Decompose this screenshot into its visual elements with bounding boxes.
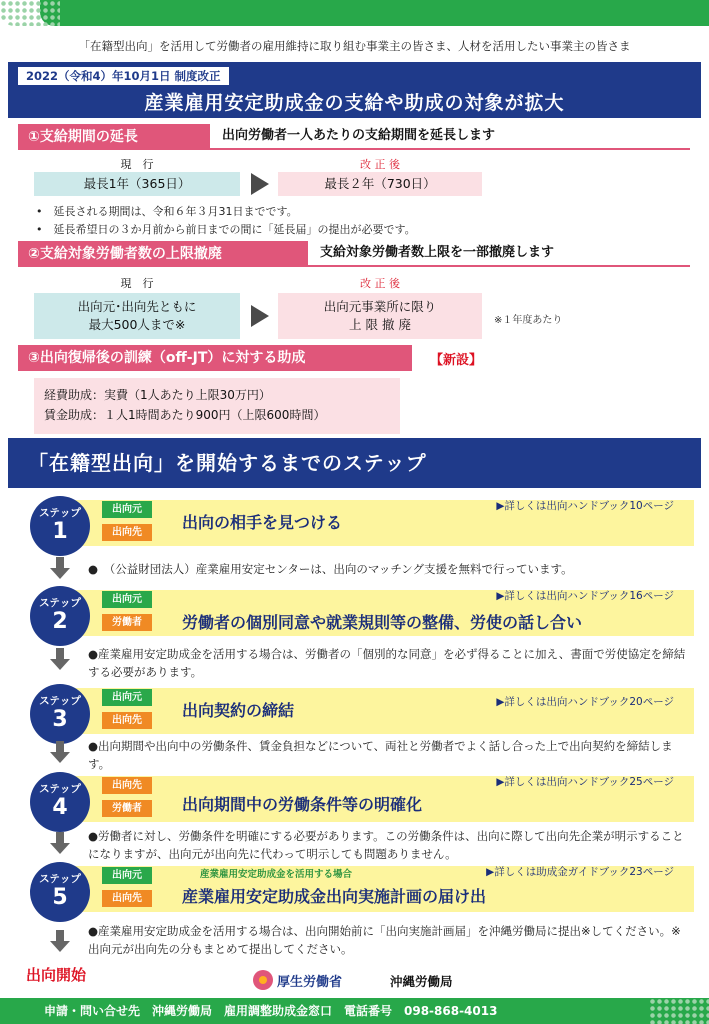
arrow-right-icon — [251, 173, 269, 195]
step-5-condition: 産業雇用安定助成金を活用する場合 — [200, 869, 353, 880]
step-number-badge: ステップ 4 — [30, 772, 90, 832]
section2-header — [18, 241, 690, 267]
tag-destination: 出向先 — [102, 712, 152, 729]
handbook-link[interactable]: ▶詳しくは出向ハンドブック10ページ — [496, 500, 674, 512]
down-arrow-icon — [50, 930, 70, 952]
sec2-current-label: 現 行 — [120, 277, 154, 290]
step-3-desc: ●出向期間や出向中の労働条件、賃金負担などについて、両社と労働者でよく話し合った上で出向契約を締結します。 — [88, 739, 673, 771]
section2-label: ②支給対象労働者数の上限撤廃 — [18, 241, 308, 267]
section1-label: ①支給期間の延長 — [18, 124, 210, 150]
step-number-badge: ステップ 2 — [30, 586, 90, 646]
mhlw-logo — [253, 968, 342, 992]
tag-origin: 出向元 — [102, 867, 152, 884]
down-arrow-icon — [50, 741, 70, 763]
tag-origin: 出向元 — [102, 591, 152, 608]
down-arrow-icon — [50, 557, 70, 579]
handbook-link[interactable]: ▶詳しくは出向ハンドブック20ページ — [496, 696, 674, 708]
handbook-link[interactable]: ▶詳しくは出向ハンドブック16ページ — [496, 590, 674, 602]
step-1-desc: ● （公益財団法人）産業雇用安定センターは、出向のマッチング支援を無料で行っています。 — [88, 562, 573, 576]
sec2-current-line1: 出向元･出向先ともに — [77, 299, 197, 314]
mhlw-logo-icon — [253, 970, 273, 990]
guidebook-link[interactable]: ▶詳しくは助成金ガイドブック23ページ — [486, 866, 674, 878]
handbook-link[interactable]: ▶詳しくは出向ハンドブック25ページ — [496, 776, 674, 788]
sec1-bullet-2: • 延長希望日の３か月前から前日までの間に「延長届」の提出が必要です。 — [36, 223, 416, 236]
top-green-band — [40, 0, 709, 26]
step-number-badge: ステップ 5 — [30, 862, 90, 922]
step-1 — [30, 496, 694, 550]
sec2-current-box — [34, 293, 240, 339]
sec1-bullet-1: • 延長される期間は、令和６年３月31日までです。 — [36, 205, 298, 218]
sec2-revised-line2: 上 限 撤 廃 — [349, 317, 411, 332]
step-title: 出向の相手を見つける — [182, 513, 343, 532]
section1-header — [18, 124, 690, 150]
mhlw-logo-text: 厚生労働省 — [277, 974, 343, 990]
top-decoration — [0, 0, 709, 30]
step-title: 産業雇用安定助成金出向実施計画の届け出 — [182, 887, 487, 906]
tag-worker: 労働者 — [102, 614, 152, 631]
page-title: 産業雇用安定助成金の支給や助成の対象が拡大 — [144, 92, 565, 114]
tag-origin: 出向元 — [102, 501, 152, 518]
sec1-revised-box: 最長２年（730日） — [278, 172, 482, 196]
section3-header — [18, 345, 412, 371]
sec3-line2: 賃金助成：１人1時間あたり900円（上限600時間） — [44, 408, 326, 422]
section2-desc: 支給対象労働者数上限を一部撤廃します — [308, 241, 690, 267]
step-number-badge: ステップ 1 — [30, 496, 90, 556]
step-title: 労働者の個別同意や就業規則等の整備、労使の話し合い — [182, 613, 583, 632]
step-number-badge: ステップ 3 — [30, 684, 90, 744]
section3-label: ③出向復帰後の訓練（off-JT）に対する助成 — [18, 345, 412, 371]
tag-destination: 出向先 — [102, 890, 152, 907]
section1-desc: 出向労働者一人あたりの支給期間を延長します — [210, 124, 690, 150]
step-2-desc: ●産業雇用安定助成金を活用する場合は、労働者の「個別的な同意」を必ず得ることに加え、書面で労使協定を締結する必要があります。 — [88, 647, 686, 679]
top-dot-pattern — [0, 0, 60, 26]
down-arrow-icon — [50, 648, 70, 670]
sec1-revised-label: 改 正 後 — [360, 158, 400, 171]
bureau-name: 沖縄労働局 — [390, 974, 453, 989]
step-4-desc: ●労働者に対し、労働条件を明確にする必要があります。この労働条件は、出向に際して出向先企業が明示することになりますが、出向元が出向先に代わって明示しても問題ありません。 — [88, 829, 684, 861]
secondment-start-label: 出向開始 — [26, 966, 87, 984]
step-3 — [30, 684, 694, 738]
revision-banner — [8, 62, 701, 118]
sec2-revised-label: 改 正 後 — [360, 277, 400, 290]
sec2-current-line2: 最大500人まで※ — [88, 317, 186, 332]
revision-date-tag: 2022（令和4）年10月1日 制度改正 — [18, 67, 229, 85]
step-title: 出向契約の締結 — [182, 701, 295, 720]
tag-origin: 出向元 — [102, 689, 152, 706]
sec2-revised-line1: 出向元事業所に限り — [323, 299, 437, 314]
sec2-note: ※１年度あたり — [494, 315, 563, 326]
footer-dot-pattern — [649, 998, 709, 1024]
tag-destination: 出向先 — [102, 524, 152, 541]
tag-destination: 出向先 — [102, 777, 152, 794]
sec3-detail-box — [34, 378, 400, 434]
footer-contact-text: 申請・問い合せ先 沖縄労働局 雇用調整助成金窓口 電話番号 098-868-4013 — [44, 1004, 498, 1018]
sec2-revised-box — [278, 293, 482, 339]
step-5-desc: ●産業雇用安定助成金を活用する場合は、出向開始前に「出向実施計画届」を沖縄労働局に提出※してください。※出向元が出向先の分もまとめて提出してください。 — [88, 924, 681, 956]
sec3-line1: 経費助成：実費（1人あたり上限30万円） — [44, 388, 271, 402]
footer-contact — [0, 998, 709, 1024]
step-title: 出向期間中の労働条件等の明確化 — [182, 795, 423, 814]
sec1-current-box: 最長1年（365日） — [34, 172, 240, 196]
down-arrow-icon — [50, 832, 70, 854]
step-2 — [30, 586, 694, 640]
step-5 — [30, 862, 694, 916]
steps-title: 「在籍型出向」を開始するまでのステップ — [8, 438, 701, 488]
intro-text: 「在籍型出向」を活用して労働者の雇用維持に取り組む事業主の皆さま、人材を活用したい事業主の皆さま — [78, 39, 631, 53]
step-4 — [30, 772, 694, 826]
new-badge: 【新設】 — [430, 353, 483, 368]
sec1-current-label: 現 行 — [120, 158, 154, 171]
arrow-right-icon — [251, 305, 269, 327]
tag-worker: 労働者 — [102, 800, 152, 817]
